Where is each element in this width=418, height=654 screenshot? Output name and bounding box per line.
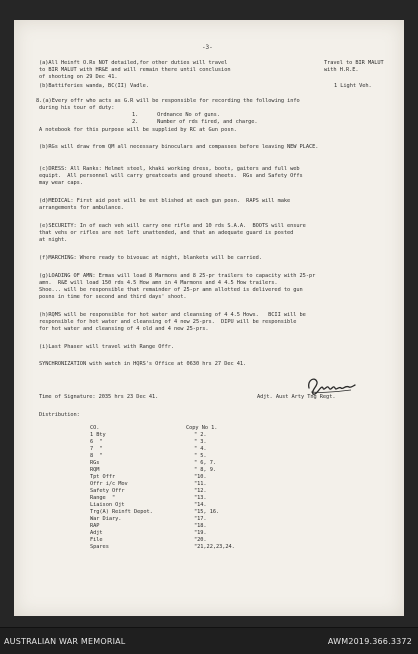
text-line: (h)RQMS will be responsible for hot water and cleansing of 4 4.5 Hows. BCII will be (39, 312, 306, 318)
text-line: 8.(a)Every offr who acts as G.R will be responsible for recording the following info (36, 98, 300, 104)
text-line: (f)MARCHING: Where ready to bivouac at night, blankets will be carried. (39, 255, 262, 261)
text-line: amn. R&E will load 150 rds 4.5 How amn in 4 Marmons and 4 4.5 How trailers. (39, 280, 278, 286)
text-line: responsible for hot water and cleansing of 4 new 25-prs. DIPU will be responsible (39, 319, 297, 325)
text-line: (b)Battiferies wanda, BC(II) Vadle. (39, 83, 149, 89)
text-line: for hot water and cleansing of 4 old and 4 new 25-prs. (39, 326, 209, 332)
distribution-unit: Safety Offr (90, 488, 125, 494)
distribution-copy-no: "15, 16. (194, 509, 220, 515)
distribution-copy-no: "20. (194, 537, 207, 543)
distribution-copy-no: " 6, 7. (194, 460, 216, 466)
text-line: SYNCHRONIZATION with watch in HQRS's Office at 0630 hrs 27 Dec 41. (39, 361, 247, 367)
distribution-header-right: Copy No 1. (186, 425, 218, 431)
text-line: (c)DRESS: All Ranks: Helmet steel, khaki working dress, boots, gaiters and full web (39, 166, 300, 172)
text-line: Shoe... will be responsible that remainder of 25-pr amn allotted is delivered to gun (39, 287, 303, 293)
caption-bar (0, 627, 418, 654)
time-of-signature: Time of Signature: 2035 hrs 23 Dec 41. (39, 394, 159, 400)
document-page (14, 20, 404, 616)
distribution-unit: Liaison Ojt (90, 502, 125, 508)
distribution-unit: File (90, 537, 103, 543)
distribution-copy-no: "12. (194, 488, 207, 494)
distribution-copy-no: "21,22,23,24. (194, 544, 235, 550)
signatory-appointment: Adjt. Aust Arty Tng Regt. (257, 394, 336, 400)
page-number: -3- (202, 44, 213, 51)
text-line: during his tour of duty: (39, 105, 115, 111)
text-line: (i)Last Phaser will travel with Range Offr. (39, 344, 174, 350)
distribution-copy-no: "13. (194, 495, 207, 501)
margin-note: with H.R.E. (324, 67, 359, 73)
caption-left: AUSTRALIAN WAR MEMORIAL (4, 637, 126, 646)
distribution-copy-no: "10. (194, 474, 207, 480)
distribution-copy-no: "17. (194, 516, 207, 522)
distribution-unit: Trg(A) Reinft Depot. (90, 509, 153, 515)
distribution-unit: RGs (90, 460, 100, 466)
distribution-unit: RAP (90, 523, 100, 529)
distribution-heading: Distribution: (39, 412, 80, 418)
distribution-copy-no: "11. (194, 481, 207, 487)
distribution-copy-no: "19. (194, 530, 207, 536)
distribution-copy-no: " 5. (194, 453, 207, 459)
caption-right: AWM2019.366.3372 (327, 637, 412, 646)
distribution-unit: 7 " (90, 446, 103, 452)
distribution-copy-no: "18. (194, 523, 207, 529)
text-line: may wear caps. (39, 180, 83, 186)
distribution-unit: 6 " (90, 439, 103, 445)
distribution-copy-no: " 2. (194, 432, 207, 438)
text-line: (g)LOADING OF AMN: Ermas will load 8 Marmons and 8 25-pr trailers to capacity with 25-pr (39, 273, 316, 279)
distribution-unit: War Diary. (90, 516, 122, 522)
distribution-header-left: CO. (90, 425, 100, 431)
text-line: to BIR MALUT with HR&E and will remain there until conclusion (39, 67, 231, 73)
text-line: 1. Ordnance No of guns. (132, 112, 220, 118)
text-line: (a)All Heinft O.Rs NOT detailed,for other duties will travel (39, 60, 228, 66)
text-line: arrangements for ambulance. (39, 205, 124, 211)
distribution-unit: Adjt (90, 530, 103, 536)
distribution-copy-no: " 3. (194, 439, 207, 445)
distribution-unit: RQM (90, 467, 100, 473)
distribution-unit: Tpt Offr (90, 474, 116, 480)
text-line: of shooting on 29 Dec 41. (39, 74, 118, 80)
text-line: (e)SECURITY: In of each veh will carry one rifle and 10 rds S.A.A. BOOTS will ensure (39, 223, 306, 229)
text-line: that vehs or rifles are not left unattended, and that an adequate guard is posted (39, 230, 294, 236)
distribution-copy-no: "14. (194, 502, 207, 508)
distribution-unit: 8 " (90, 453, 103, 459)
text-line: (d)MEDICAL: First aid post will be est blished at each gun posn. RAPS will make (39, 198, 291, 204)
margin-note: 1 Light Veh. (334, 83, 372, 89)
text-line: at night. (39, 237, 68, 243)
distribution-copy-no: " 8, 9. (194, 467, 216, 473)
margin-note: Travel to BIR MALUT (324, 60, 384, 66)
distribution-unit: Offr i/c Mov (90, 481, 128, 487)
text-line: A notebook for this purpose will be supplied by RC at Gun posn. (39, 127, 237, 133)
text-line: (b)RGs will draw from QM all necessary binoculars and compasses before leaving NEW PLACE. (39, 144, 319, 150)
text-line: equipt. All personnel will carry greatcoats and ground sheets. RGs and Safety Offs (39, 173, 303, 179)
distribution-unit: Spares (90, 544, 109, 550)
distribution-copy-no: " 4. (194, 446, 207, 452)
text-line: posns in time for second and third days' shoot. (39, 294, 187, 300)
distribution-unit: 1 Bty (90, 432, 106, 438)
text-line: 2. Number of rds fired, and charge. (132, 119, 258, 125)
distribution-unit: Range " (90, 495, 116, 501)
